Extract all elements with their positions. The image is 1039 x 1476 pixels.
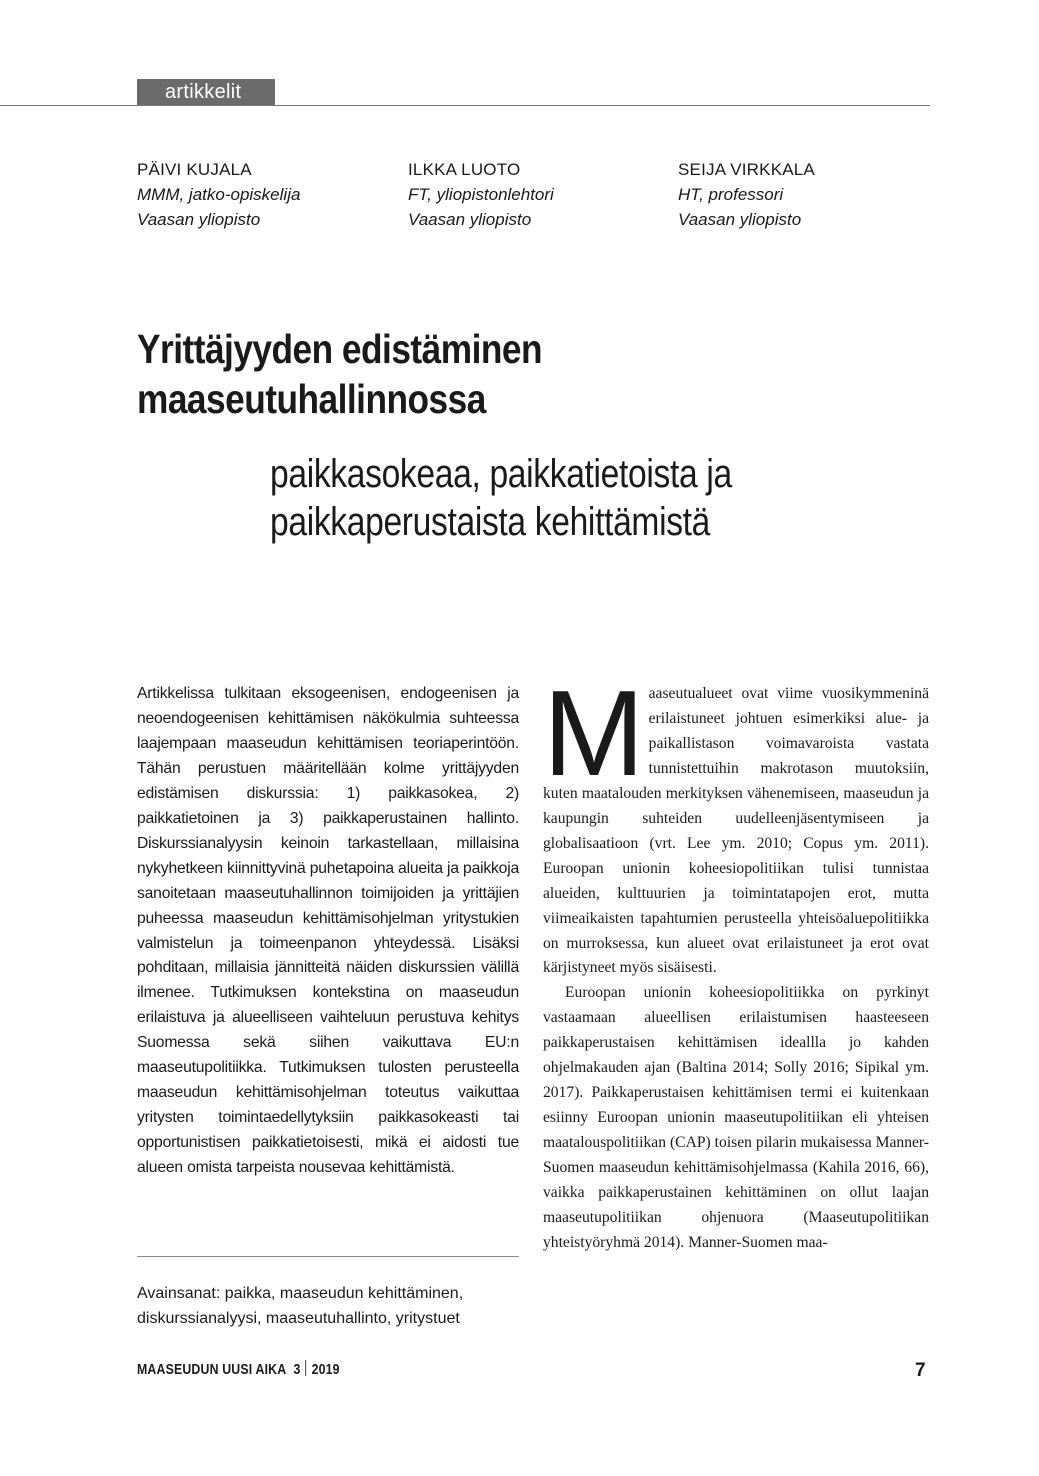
author-degree: HT, professori bbox=[678, 185, 784, 204]
keywords-line-2: diskurssianalyysi, maaseutuhallinto, yritystuet bbox=[137, 1310, 460, 1327]
journal-name: MAASEUDUN UUSI AIKA bbox=[137, 1362, 287, 1378]
author-affiliation: Vaasan yliopisto bbox=[137, 210, 261, 229]
author-name: SEIJA VIRKKALA bbox=[678, 160, 815, 179]
author-2 bbox=[408, 157, 554, 232]
article-title bbox=[137, 324, 653, 424]
section-tag: artikkelit bbox=[137, 79, 275, 106]
subtitle-line-2: paikkaperustaista kehittämistä bbox=[270, 500, 711, 544]
author-degree: FT, yliopistonlehtori bbox=[408, 185, 554, 204]
author-name: PÄIVI KUJALA bbox=[137, 160, 252, 179]
body-paragraph-1 bbox=[543, 665, 929, 981]
header-rule bbox=[0, 105, 930, 106]
issue-year: 2019 bbox=[311, 1362, 340, 1378]
body-paragraph-1-text: aaseutualueet ovat viime vuosikymmeninä erilaistuneet johtuen esimerkiksi alue- ja paikallistason voimavaroista vastata tunnistettuihin makrotason muutoksiin, kuten maatalouden merkityksen vähenemiseen, maaseudun ja kaupungin suhteiden uudelleenjäsentymiseen ja globalisaatioon (vrt. Lee ym. 2010; Copus ym. 2011). Euroopan unionin koheesiopolitiikan tulisi tunnistaa alueiden, kulttuurien ja toimintatapojen erot, mutta viimeaikaisten tapahtumien perusteella yhteisöaluepolitiikka on murroksessa, kun alueet ovat erilaistuneet ja erot ovat kärjistyneet myös sisäisesti. bbox=[543, 685, 929, 977]
body-paragraph-2: Euroopan unionin koheesiopolitiikka on pyrkinyt vastaamaan alueellisen erilaistumisen haasteeseen paikkaperustaisen kehittämisen ideallla jo kahden ohjelmakauden ajan (Baltina 2014; Solly 2016; Sipikal ym. 2017). Paikkaperustaisen kehittämisen termi ei kuitenkaan esiinny Euroopan unionin maaseutupolitiikan eli yhteisen maatalouspolitiikan (CAP) toisen pilarin mukaisessa Manner-Suomen maaseudun kehittämisohjelmassa (Kahila 2016, 66), vaikka paikkaperustainen kehittäminen on ollut laajan maaseutupolitiikan ohjenuora (Maaseutupolitiikan yhteistyöryhmä 2014). Manner-Suomen maa- bbox=[543, 984, 929, 1251]
title-line-2: maaseutuhallinnossa bbox=[137, 376, 486, 422]
keywords-line-1: Avainsanat: paikka, maaseudun kehittäminen, bbox=[137, 1285, 464, 1302]
author-1 bbox=[137, 157, 300, 232]
title-line-1: Yrittäjyyden edistäminen bbox=[137, 326, 542, 372]
author-degree: MMM, jatko-opiskelija bbox=[137, 185, 301, 204]
author-name: ILKKA LUOTO bbox=[408, 160, 521, 179]
author-3 bbox=[678, 157, 815, 232]
drop-cap: M bbox=[543, 665, 641, 801]
page-number: 7 bbox=[915, 1360, 926, 1381]
subtitle-line-1: paikkasokeaa, paikkatietoista ja bbox=[270, 452, 732, 496]
abstract-divider bbox=[137, 1256, 519, 1257]
author-affiliation: Vaasan yliopisto bbox=[408, 210, 532, 229]
issue-number: 3 bbox=[293, 1362, 301, 1378]
article-subtitle bbox=[270, 450, 808, 546]
footer-separator bbox=[306, 1360, 307, 1376]
abstract: Artikkelissa tulkitaan eksogeenisen, endogeenisen ja neoendogeenisen kehittämisen näkökulmia suhteessa laajempaan maaseudun kehittämisen teoriaperintöön. Tähän perustuen määritellään kolme yrittäjyyden edistämisen diskurssia: 1) paikkasokea, 2) paikkatietoinen ja 3) paikkaperustainen hallinto. Diskurssianalyysin keinoin tarkastellaan, millaisina nykyhetkeen kiinnittyvinä puhetapoina alueita ja paikkoja sanoitetaan maaseutuhallinnon toimijoiden ja yrittäjien puheessa maaseudun kehittämisohjelman yritystukien valmistelun ja toimeenpanon yhteydessä. Lisäksi pohditaan, millaisia jännitteitä näiden diskurssien välillä ilmenee. Tutkimuksen kontekstina on maaseudun erilaistuva ja alueelliseen vaihteluun perustuva kehitys Suomessa sekä siihen vaikuttava EU:n maaseutupolitiikka. Tutkimuksen tulosten perusteella maaseudun kehittämisohjelman toteutus vaikuttaa yritysten toimintaedellytyksiin paikkasokeasti tai opportunistisen paikkatietoisesti, mikä ei aidosti tue alueen omista tarpeista nousevaa kehittämistä. bbox=[137, 685, 519, 1177]
footer-journal bbox=[137, 1360, 340, 1378]
keywords bbox=[137, 1281, 527, 1331]
body-text bbox=[543, 665, 929, 1256]
author-affiliation: Vaasan yliopisto bbox=[678, 210, 802, 229]
